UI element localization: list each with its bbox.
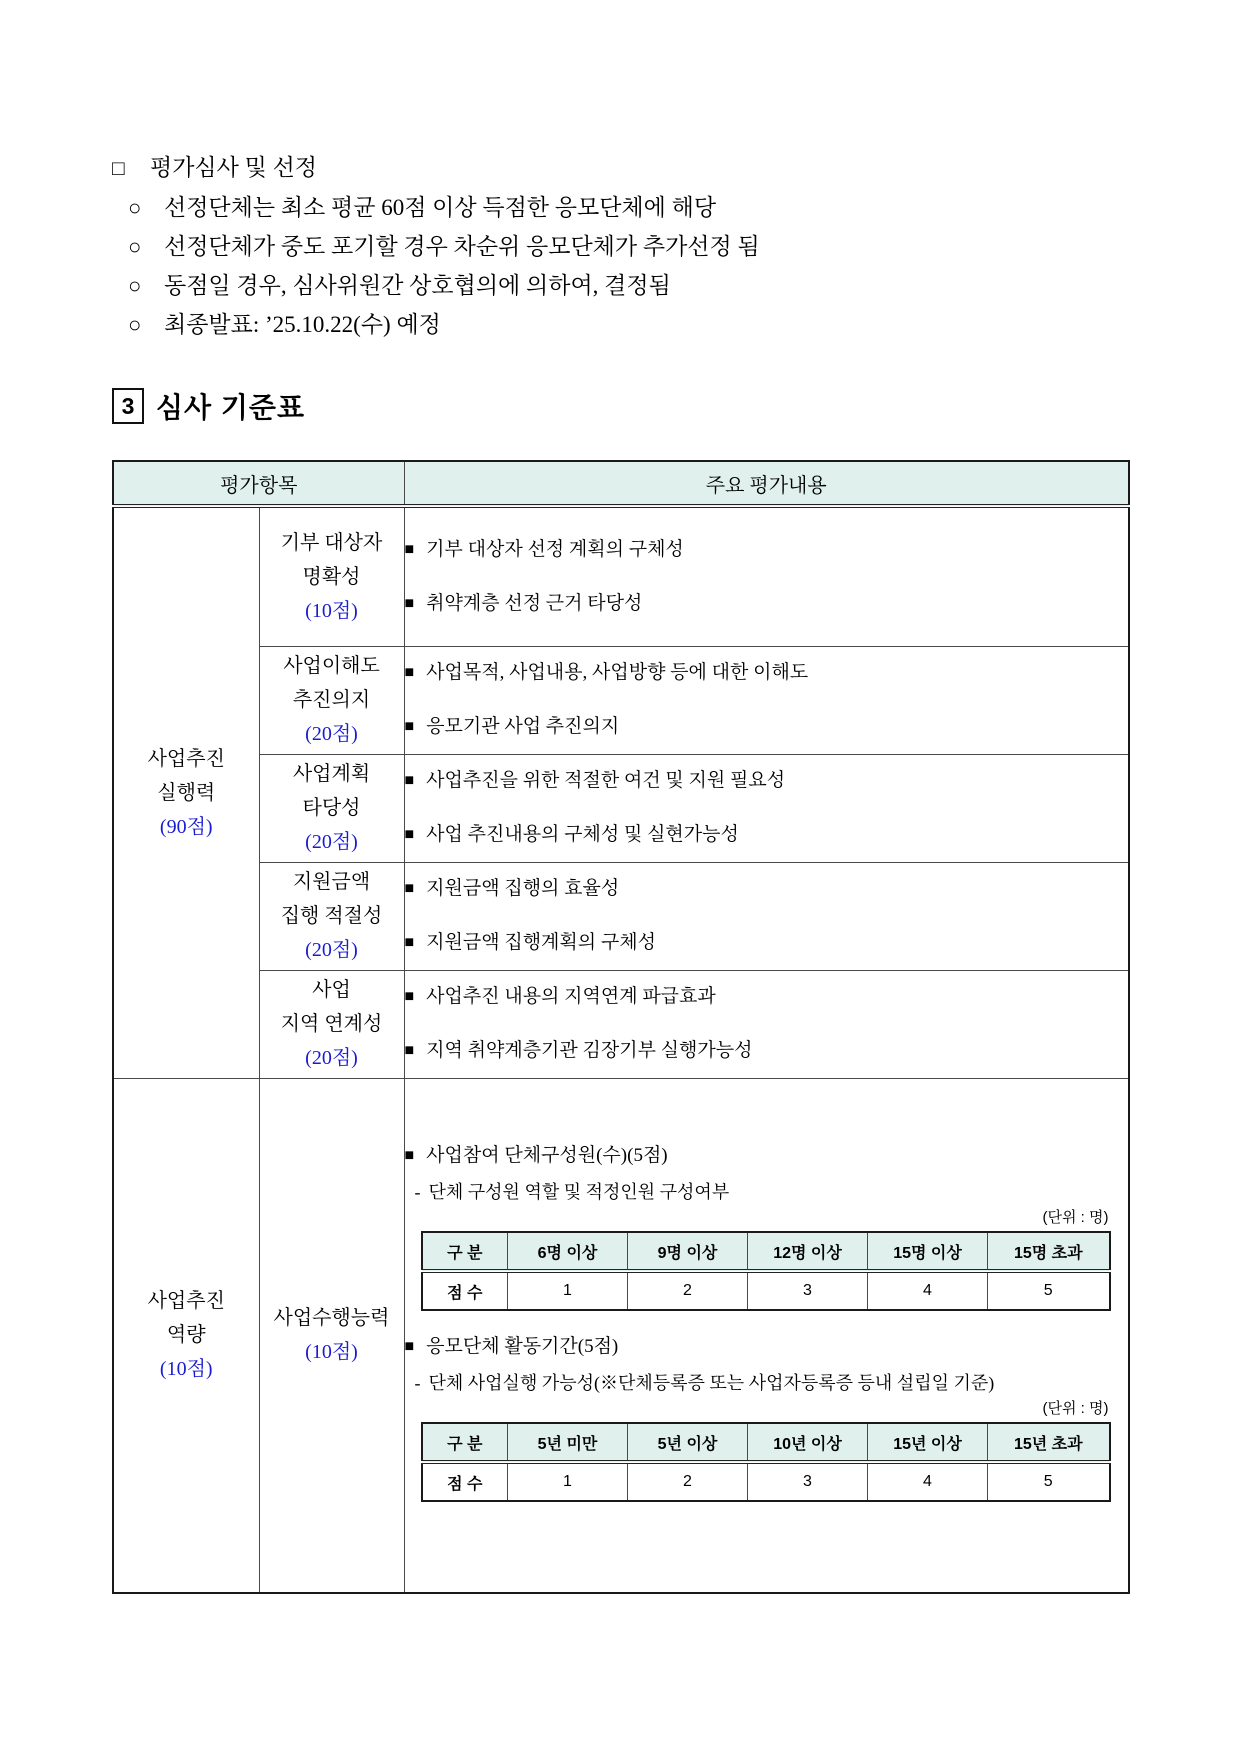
eval-point: ■ 취약계층 선정 근거 타당성 xyxy=(404,592,643,614)
item-label: 사업 xyxy=(312,979,351,1001)
item-label: 기부 대상자 xyxy=(280,531,383,554)
members-score-table xyxy=(421,1231,1111,1311)
item-cell-understanding xyxy=(259,646,404,754)
content-cell xyxy=(404,646,1129,754)
table-row xyxy=(113,754,1129,862)
inner-score-row xyxy=(422,1462,1110,1501)
item-label: 사업계획 xyxy=(292,763,371,785)
header-eval-item: 평가항목 xyxy=(113,461,404,506)
inner-header-cell: 10년 이상 xyxy=(748,1423,868,1462)
intro-bullet-4 xyxy=(112,305,1128,344)
item-score: (20점) xyxy=(305,723,358,745)
block-title: ■ 응모단체 활동기간(5점) xyxy=(404,1336,619,1358)
inner-score-cell: 3 xyxy=(748,1271,868,1310)
item-cell-regional-link xyxy=(259,970,404,1078)
black-square-bullet-icon: ■ xyxy=(404,934,415,951)
group-label: 역량 xyxy=(166,1324,206,1347)
inner-score-cell: 4 xyxy=(868,1462,988,1501)
circle-bullet-icon: ○ xyxy=(128,312,142,337)
item-score: (20점) xyxy=(305,1047,358,1069)
intro-bullet-text: 동점일 경우, 심사위원간 상호협의에 의하여, 결정됨 xyxy=(164,273,671,298)
black-square-bullet-icon: ■ xyxy=(404,594,415,612)
block-subtitle: - 단체 구성원 역할 및 적정인원 구성여부 xyxy=(414,1182,730,1203)
inner-header-cell: 5년 이상 xyxy=(628,1423,748,1462)
section-title-text: 심사 기준표 xyxy=(156,392,306,423)
inner-row-label: 점 수 xyxy=(422,1462,508,1501)
inner-score-cell: 4 xyxy=(868,1271,988,1310)
eval-point: ■ 기부 대상자 선정 계획의 구체성 xyxy=(404,538,684,560)
content-cell xyxy=(404,970,1129,1078)
item-label: 명확성 xyxy=(302,565,361,588)
intro-section xyxy=(112,148,1128,344)
inner-header-cell: 15명 이상 xyxy=(868,1232,988,1271)
inner-score-cell: 5 xyxy=(988,1271,1110,1310)
circle-bullet-icon: ○ xyxy=(128,195,142,220)
content-cell-capability xyxy=(404,1078,1129,1593)
inner-score-cell: 1 xyxy=(508,1271,628,1310)
inner-score-cell: 2 xyxy=(628,1271,748,1310)
eval-point: ■ 지원금액 집행의 효율성 xyxy=(404,878,620,899)
intro-heading xyxy=(112,148,1128,188)
block-subtitle: - 단체 사업실행 가능성(※단체등록증 또는 사업자등록증 등내 설립일 기준) xyxy=(414,1373,995,1394)
inner-header-cell: 구 분 xyxy=(422,1423,508,1462)
table-header-row xyxy=(113,461,1129,506)
content-cell xyxy=(404,754,1129,862)
intro-bullet-2 xyxy=(112,227,1128,266)
content-cell xyxy=(404,506,1129,646)
black-square-bullet-icon: ■ xyxy=(404,826,415,843)
black-square-bullet-icon: ■ xyxy=(404,1147,415,1165)
table-row xyxy=(113,1078,1129,1593)
section-title xyxy=(112,386,1128,426)
intro-bullet-text: 선정단체가 중도 포기할 경우 차순위 응모단체가 추가선정 됨 xyxy=(164,234,760,259)
dash-bullet-icon: - xyxy=(414,1182,421,1203)
item-label: 지역 연계성 xyxy=(280,1013,383,1035)
group-score: (10점) xyxy=(159,1358,213,1381)
inner-score-cell: 1 xyxy=(508,1462,628,1501)
eval-point: ■ 응모기관 사업 추진의지 xyxy=(404,716,620,737)
eval-point: ■ 지원금액 집행계획의 구체성 xyxy=(404,932,656,953)
item-label: 사업수행능력 xyxy=(273,1307,390,1330)
black-square-bullet-icon: ■ xyxy=(404,540,415,558)
item-label: 타당성 xyxy=(302,797,361,819)
item-score: (20점) xyxy=(305,939,358,961)
table-row xyxy=(113,970,1129,1078)
inner-header-cell: 9명 이상 xyxy=(628,1232,748,1271)
intro-bullet-text: 최종발표: ’25.10.22(수) 예정 xyxy=(164,312,441,337)
activity-period-score-table xyxy=(421,1422,1111,1502)
inner-score-cell: 2 xyxy=(628,1462,748,1501)
item-score: (10점) xyxy=(305,1341,358,1364)
section-number-box: 3 xyxy=(112,388,144,424)
inner-row-label: 점 수 xyxy=(422,1271,508,1310)
unit-label: (단위 : 명) xyxy=(1042,1209,1109,1227)
group-label: 실행력 xyxy=(157,781,216,804)
intro-bullet-text: 선정단체는 최소 평균 60점 이상 득점한 응모단체에 해당 xyxy=(164,195,717,220)
inner-header-cell: 12명 이상 xyxy=(748,1232,868,1271)
item-cell-budget-execution xyxy=(259,862,404,970)
intro-heading-text: 평가심사 및 선정 xyxy=(150,155,318,180)
item-score: (20점) xyxy=(305,831,358,853)
item-label: 추진의지 xyxy=(292,689,371,711)
item-label: 사업이해도 xyxy=(283,655,380,677)
item-label: 지원금액 xyxy=(292,871,371,893)
group-score: (90점) xyxy=(159,815,213,838)
block-title: ■ 사업참여 단체구성원(수)(5점) xyxy=(404,1145,668,1167)
unit-label: (단위 : 명) xyxy=(1042,1400,1109,1418)
evaluation-criteria-table xyxy=(112,460,1130,1594)
inner-header-row xyxy=(422,1423,1110,1462)
black-square-bullet-icon: ■ xyxy=(404,772,415,789)
black-square-bullet-icon: ■ xyxy=(404,1338,415,1356)
inner-header-cell: 15명 초과 xyxy=(988,1232,1110,1271)
inner-score-cell: 3 xyxy=(748,1462,868,1501)
intro-bullet-3 xyxy=(112,266,1128,305)
inner-header-cell: 6명 이상 xyxy=(508,1232,628,1271)
eval-point: ■ 사업추진을 위한 적절한 여건 및 지원 필요성 xyxy=(404,770,786,791)
inner-header-cell: 구 분 xyxy=(422,1232,508,1271)
item-label: 집행 적절성 xyxy=(280,905,383,927)
inner-header-cell: 15년 이상 xyxy=(868,1423,988,1462)
inner-header-row xyxy=(422,1232,1110,1271)
group-cell-capability xyxy=(113,1078,259,1593)
dash-bullet-icon: - xyxy=(414,1373,421,1394)
content-cell xyxy=(404,862,1129,970)
circle-bullet-icon: ○ xyxy=(128,273,142,298)
group-cell-execution xyxy=(113,506,259,1078)
eval-point: ■ 사업추진 내용의 지역연계 파급효과 xyxy=(404,986,716,1007)
inner-header-cell: 15년 초과 xyxy=(988,1423,1110,1462)
inner-score-row xyxy=(422,1271,1110,1310)
eval-point: ■ 사업목적, 사업내용, 사업방향 등에 대한 이해도 xyxy=(404,662,809,683)
black-square-bullet-icon: ■ xyxy=(404,1042,415,1059)
inner-header-cell: 5년 미만 xyxy=(508,1423,628,1462)
item-cell-donation-target xyxy=(259,506,404,646)
table-row xyxy=(113,862,1129,970)
eval-point: ■ 사업 추진내용의 구체성 및 실현가능성 xyxy=(404,824,739,845)
table-row xyxy=(113,646,1129,754)
table-row xyxy=(113,506,1129,646)
black-square-bullet-icon: ■ xyxy=(404,718,415,735)
intro-bullet-1 xyxy=(112,188,1128,227)
activity-period-block xyxy=(405,1335,1129,1502)
circle-bullet-icon: ○ xyxy=(128,234,142,259)
header-eval-content: 주요 평가내용 xyxy=(404,461,1129,506)
group-label: 사업추진 xyxy=(147,747,225,770)
item-cell-performance-ability xyxy=(259,1078,404,1593)
item-cell-plan-validity xyxy=(259,754,404,862)
inner-score-cell: 5 xyxy=(988,1462,1110,1501)
members-block xyxy=(405,1144,1129,1311)
black-square-bullet-icon: ■ xyxy=(404,664,415,681)
item-score: (10점) xyxy=(305,599,358,622)
eval-point: ■ 지역 취약계층기관 김장기부 실행가능성 xyxy=(404,1040,753,1061)
square-bullet-icon: □ xyxy=(112,156,125,180)
black-square-bullet-icon: ■ xyxy=(404,880,415,897)
group-label: 사업추진 xyxy=(147,1290,225,1313)
black-square-bullet-icon: ■ xyxy=(404,988,415,1005)
